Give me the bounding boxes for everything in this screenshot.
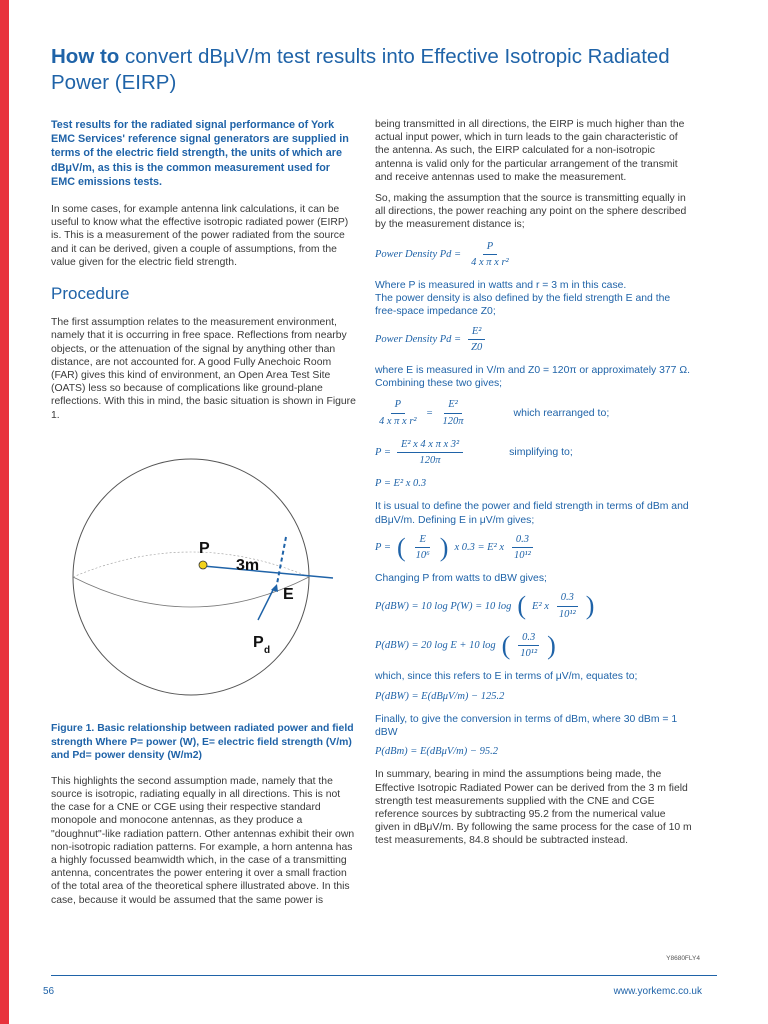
eq7-mid: E² x [532,600,549,612]
text-where-e: where E is measured in V/m and Z0 = 120π or approximately 377 Ω. Combining these two gives; [375,365,690,390]
lead-paragraph: Test results for the radiated signal performance of York EMC Services' reference signal generators are supplied in terms of the electric field strength, the units of which are dBμV/m, as this is the common measurement used for EMC emissions tests. [51,119,349,188]
summary-paragraph: In summary, bearing in mind the assumptions being made, the Effective Isotropic Radiated Power can be derived from the 3 m field strength test measurements supplied with the CNE and CGE reference sources by subtracting 95.2 from the numerical value given in dBμV/m. By following the same process for the case of 10 m test measurements, 84.8 should be subtracted instead. [375,769,692,847]
eq1-lhs: Power Density Pd = [375,248,462,260]
procedure-paragraph: The first assumption relates to the measurement environment, namely that it is occurring in free space. Reflections from nearby objects, or the attenuation of the signal by anything other than distance, are not accounted for. A good Fully Anechoic Room (FAR) gives this kind of environment, an Open Area Test Site (OATS) less so because of complications like ground-plane reflections. With this in mind, the basic situation is shown in Figure 1. [51,317,356,421]
equation-dbw-20log: P(dBW) = 20 log E + 10 log ( $\frac{0.3}{\text{10¹²}}$ ) [375,630,556,660]
eq6-den2: 10¹² [514,550,531,562]
eq1-num: P [483,240,497,255]
label-pd-sub: d [264,644,271,656]
right-paragraph-2: So, making the assumption that the source is transmitting equally in all directions, the power reaching any point on the sphere described by the measurement distance is; [375,193,687,231]
eq6-lhs: P = [375,541,391,553]
label-pd: P [253,633,264,651]
text-where-p: Where P is measured in watts and r = 3 m in this case. [375,280,627,292]
left-red-bar [0,0,9,1024]
eq3-den1: 4 x π x r² [379,415,417,427]
eq3-num1: P [391,398,405,413]
left-column [51,118,356,915]
text-dbm-conversion: Finally, to give the conversion in terms of dBm, where 30 dBm = 1 dBW [375,713,678,738]
sphere-figure [51,452,351,702]
eq1-den: 4 x π x r² [471,256,509,268]
eq6-den: 10⁶ [415,550,430,562]
equation-rearranged [375,438,693,467]
text-watts-to-dbw: Changing P from watts to dBW gives; [375,573,547,585]
eq8-num: 0.3 [518,631,539,646]
eq7-lhs: P(dBW) = 10 log P(W) = 10 log [375,600,512,612]
label-3m: 3m [236,556,260,574]
equation-dbm-result: P(dBm) = E(dBμV/m) − 95.2 [375,746,498,758]
radius-line [203,566,333,578]
sphere-equator-front [73,577,309,607]
eq8-fraction [516,631,541,660]
eq3-num2: E² [444,398,462,413]
footer-rule [51,975,717,976]
eq7-den: 10¹² [558,608,576,620]
page-title [51,44,731,96]
text-power-density-defined: The power density is also defined by the field strength E and the free-space impedance Z0; [375,293,671,318]
equation-power-density-field [375,325,693,354]
eq6-num: E [415,533,429,548]
eq3-den2: 120π [442,415,464,427]
eq2-fraction [467,325,486,354]
eq4-den: 120π [419,455,441,467]
eq4-fraction [397,438,463,467]
eq6-mid: x 0.3 = E² x [454,541,505,553]
equation-dbw-result: P(dBW) = E(dBμV/m) − 125.2 [375,690,505,702]
eq8-den: 10¹² [520,648,538,660]
eq6-fraction-2 [510,533,535,562]
eq2-lhs: Power Density Pd = [375,333,462,345]
equation-dbw-log: P(dBW) = 10 log P(W) = 10 log ( E² x $\frac{0.3}{\text{10¹²}}$ ) [375,591,595,621]
eq1-fraction [467,240,513,269]
eq7-num: 0.3 [557,591,578,606]
eq3-fraction-2 [439,398,468,427]
title-bold: How to [51,45,120,68]
equation-simplified: P = E² x 0.3 [375,478,427,490]
right-paragraph-1: being transmitted in all directions, the EIRP is much higher than the actual input power, which in turn leads to the gain characteristic of the antenna. As such, the EIRP calculated for a non-isotropic antenna is valid only for the particular arrangement of the transmit and receive antennas used to make the measurement. [375,119,685,183]
isotropic-paragraph: This highlights the second assumption made, namely that the source is isotropic, radiating equally in all directions. This is not the case for a CNE or CGE using their respective standard monopole and monocone antennas, as they produce a "doughnut"-like radiation pattern. Other antennas exhibit their own non-isotropic radiation patterns. For example, a horn antenna has a highly focussed beamwidth which, in the case of a transmitting antenna, concentrates the power entering it over a small fraction of the total area of the theoretical sphere illustrated above. In this case, because it would be assumed that the same power is [51,775,355,906]
text-dbm-definition: It is usual to define the power and field strength in terms of dBm and dBμV/m. Defining E in μV/m gives; [375,501,689,526]
figure-caption: Figure 1. Basic relationship between radiated power and field strength Where P= power (W), E= electric field strength (V/m) and Pd= power density (W/m2) [51,723,354,762]
eq4-num: E² x 4 x π x 3² [397,438,463,453]
website-link[interactable]: www.yorkemc.co.uk [613,986,702,997]
power-density-arrow [258,588,274,620]
source-point [199,561,207,569]
eq2-num: E² [468,325,486,340]
procedure-heading: Procedure [51,284,130,304]
eq6-num2: 0.3 [512,533,533,548]
document-reference: Y8680FLY4 [666,955,700,962]
field-dashed-line [277,537,286,584]
eq2-den: Z0 [471,341,483,353]
text-equates-to: which, since this refers to E in terms of μV/m, equates to; [375,671,638,683]
label-p: P [199,539,210,557]
eq6-fraction [412,533,434,562]
intro-paragraph: In some cases, for example antenna link calculations, it can be useful to know what the effective isotropic radiated power (EIRP) is. This is a measurement of the power radiated from the source and it can be derived, given a couple of assumptions, from the value given for the electric field strength. [51,204,349,268]
sphere-outline [73,459,309,695]
eq4-lhs: P = [375,446,391,458]
equation-power-density [375,240,693,269]
eq3-fraction-1 [375,398,421,427]
eq7-fraction [555,591,580,620]
title-rest: convert dBμV/m test results into Effective Isotropic Radiated Power (EIRP) [51,45,670,94]
right-column [375,118,693,856]
equation-microvolt: P = ( $\frac{E}{\text{10⁶}}$ ) x 0.3 = E² x $\frac{0.3}{\text{10¹²}}$ [375,533,693,562]
equation-combined: $\frac{P}{\text{4 x π x r²}}$ = $\frac{\text{E²}}{120\pi}$ which rearranged to; [375,398,693,427]
label-e: E [283,585,294,603]
eq8-lhs: P(dBW) = 20 log E + 10 log [375,639,496,651]
page-number: 56 [43,986,55,997]
eq3-note: which rearranged to; [513,406,610,419]
eq4-note: simplifying to; [509,445,573,458]
